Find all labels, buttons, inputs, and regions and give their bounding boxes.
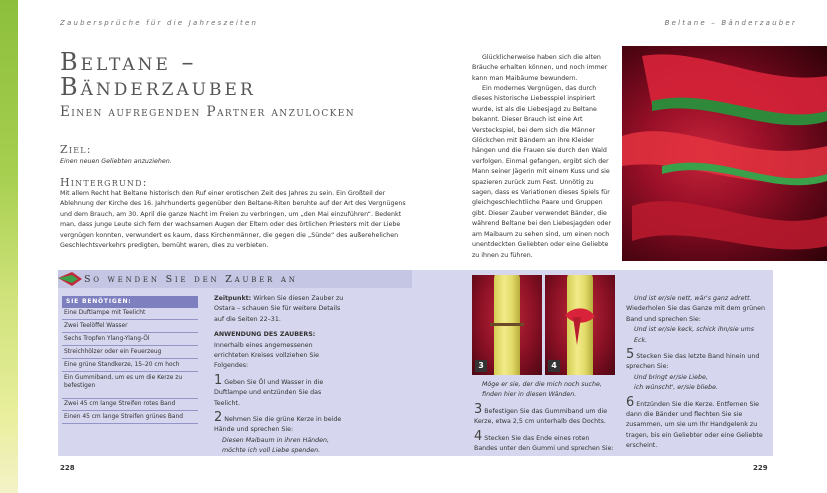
instructions-column-2 (474, 380, 614, 454)
right-paragraph-1: Glücklicherweise haben sich die alten Bräuche erhalten können, und noch immer kann man Maibäume bewundern. (472, 54, 608, 82)
running-head-right: Beltane – Bänderzauber (664, 19, 797, 27)
page-subtitle: Einen aufregenden Partner anzulocken (60, 104, 356, 120)
step-2-text: Nehmen Sie die grüne Kerze in beide Hände und sprechen Sie: (214, 416, 342, 434)
verse-line: Und bringt er/sie Liebe, (634, 373, 708, 381)
tool-item: Ein Gummiband, um es um die Kerze zu befestigen (62, 374, 198, 399)
step-4-text: Stecken Sie das Ende eines roten Bandes unter den Gummi und sprechen Sie: (474, 434, 614, 453)
step-number: 6 (626, 394, 635, 410)
step-number: 5 (626, 347, 635, 363)
running-head-left: Zaubersprüche für die Jahreszeiten (60, 19, 259, 27)
step-5-text: Stecken Sie das letzte Band hinein und sprechen Sie: (626, 353, 760, 371)
verse-line: Möge er sie, der die mich noch suche, (482, 381, 602, 388)
decorative-green-bar (0, 0, 18, 493)
instructions-column-3 (626, 294, 768, 452)
step-3-photo (472, 275, 542, 375)
verse-line: finden hier in diesen Wänden. (482, 391, 577, 399)
ribbon-icon (58, 270, 82, 288)
step-3-text: Befestigen Sie das Gummiband um die Kerze, etwa 2,5 cm unterhalb des Dochts. (474, 407, 608, 426)
zeitpunkt-label: Zeitpunkt: (214, 295, 252, 302)
page-number-right: 229 (753, 464, 768, 472)
verse-line: Und ist er/sie keck, schick ihn/sie ums Eck. (634, 326, 754, 344)
right-paragraph-2: Ein modernes Vergnügen, das durch dieses historische Liebesspiel inspiriert wurde, ist als die Liebesjagd zu Beltane bekannt. Dieser Brauch ist eine Art Versteckspiel, bei dem sich die Männer Glöckchen mit Bändern an ihre Kleider hängen und die Frauen sie durch den Wald verfolgen. Einmal gefangen, ergibt sich der Mann seiner Jägerin mit einem Kuss und sie spazieren zurück zum Fest. Unnötig zu sagen, dass es Variationen dieses Spiels für gleichgeschlechtliche Paare und Gruppen gibt. Dieser Zauber verwendet Bänder, die während Beltane bei den Liebesjagden oder am Maibaum zu sehen sind, um einen noch unentdeckten Geliebten oder eine Geliebte zu ihnen zu führen. (472, 85, 612, 259)
verse-line: möchte ich voll Liebe spenden. (222, 447, 321, 455)
tool-item: Zwei 45 cm lange Streifen rotes Band (62, 400, 198, 411)
verse-line: Diesen Maibaum in ihren Händen, (222, 436, 330, 444)
page-title: Beltane – Bänderzauber (60, 48, 256, 101)
anwendung-intro: Innerhalb eines angemessenen errichteten Kreises vollziehen Sie Folgendes: (214, 341, 319, 370)
photo-step-label-4: 4 (548, 360, 560, 372)
verse-line: Und ist er/sie nett, wär's ganz adrett. (634, 295, 752, 302)
rubber-band (490, 323, 524, 326)
tool-item: Einen 45 cm lange Streifen grünes Band (62, 413, 198, 424)
page-number-left: 228 (60, 464, 75, 472)
step-4 (474, 428, 614, 455)
step-6 (626, 394, 768, 452)
step-number: 2 (214, 410, 223, 426)
photo-step-label-3: 3 (475, 360, 487, 372)
verse-line: ich wünscht', er/sie bliebe. (634, 384, 719, 392)
zeitpunkt-block (214, 294, 344, 325)
hintergrund-text: Mit allem Recht hat Beltane historisch den Ruf einer erotischen Zeit des Jahres zu sein. Ein Großteil der Ablehnung der Kirche des 16. Jahrhunderts gegenüber den Beltane-Riten beruhte auf der Art des Vergnügens und dem Brauch, am 30. April die ganze Nacht im Freien zu verbringen, um „den Mai einzuführen“. Bedenkt man, dass junge Leute sich fern der wachsamen Augen der Eltern oder des örtlichen Priesters mit der Liebe vergnügen konnten, verwundert es kaum, dass Kirchenmänner, die gegen die „Sünde“ des außerehelichen Geschlechtsverkehrs predigten, bemüht waren, dies zu verbieten. (60, 190, 406, 250)
ziel-text: Einen neuen Geliebten anzuziehen. (60, 158, 172, 165)
step-number: 4 (474, 428, 483, 444)
ribbon-illustration (622, 46, 827, 261)
anwendung-heading: ANWENDUNG DES ZAUBERS: (214, 331, 316, 339)
tool-item: Eine Duftlampe mit Teelicht (62, 309, 198, 320)
step-number: 3 (474, 401, 483, 417)
tool-item: Zwei Teelöffel Wasser (62, 322, 198, 333)
ribbon-photo (622, 46, 827, 261)
step-continuation: Wiederholen Sie das Ganze mit dem grünen Band und sprechen Sie: (626, 305, 765, 323)
tool-item: Sechs Tropfen Ylang-Ylang-Öl (62, 335, 198, 346)
tool-item: Eine grüne Standkerze, 15–20 cm hoch (62, 361, 198, 372)
step-1 (214, 372, 344, 409)
step-6-text: Entzünden Sie die Kerze. Entfernen Sie dann die Bänder und flechten Sie sie zusammen, um sie um Ihr Handgelenk zu tragen, bis ein Geliebter oder eine Geliebte erscheint. (626, 400, 763, 450)
instructions-heading: So wenden Sie den Zauber an (84, 274, 298, 285)
step-3 (474, 401, 614, 428)
zeitpunkt-text: Wirken Sie diesen Zauber zu Ostara – schauen Sie für weitere Details auf die Seiten 22–31. (214, 295, 344, 323)
step-5 (626, 349, 768, 373)
instructions-column-1 (214, 294, 344, 457)
step-2 (214, 412, 344, 436)
step-1-text: Geben Sie Öl und Wasser in die Duftlampe und entzünden Sie das Teelicht. (214, 378, 324, 407)
tool-item: Streichhölzer oder ein Feuerzeug (62, 348, 198, 359)
step-4-photo (545, 275, 615, 375)
tools-heading: SIE BENÖTIGEN: (66, 298, 132, 305)
ziel-heading: Ziel: (60, 143, 92, 156)
step-number: 1 (214, 372, 223, 388)
hintergrund-heading: Hintergrund: (60, 176, 148, 189)
